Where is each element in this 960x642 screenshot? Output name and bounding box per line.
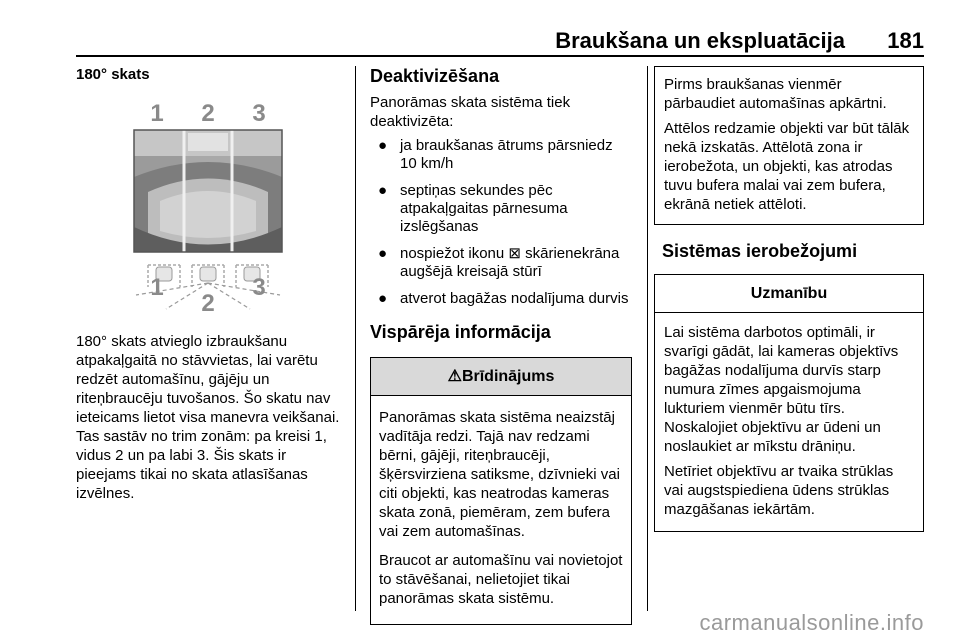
rear-camera-180-figure (76, 97, 341, 312)
column-1 (76, 66, 341, 503)
page-header (0, 28, 960, 58)
column-divider-2 (647, 66, 648, 611)
heading-system-limitations: Sistēmas ierobežojumi (662, 241, 858, 261)
header-rule (76, 55, 924, 57)
deactivation-intro: Panorāmas skata sistēma tiek deaktivizēta: (370, 94, 571, 130)
warning-body (371, 396, 631, 624)
heading-general-info: Vispārēja informācija (370, 322, 551, 342)
notice-title: Uzmanību (655, 275, 923, 313)
heading-deactivation: Deaktivizēšana (370, 66, 500, 86)
notice-paragraph-2: Netīriet objektīvu ar tvaika strūklas vai augstspiediena ūdens strūklas mazgāšanas iekārtām. (664, 463, 894, 518)
bullet-icon: ● (378, 182, 388, 199)
top-label-2: 2 (201, 100, 215, 127)
warning-paragraph-2: Braucot ar automašīnu vai novietojot to stāvēšanai, nelietojiet tikai panorāmas skata sistēmu. (379, 552, 623, 607)
warning-header (371, 358, 631, 396)
180-view-description: 180° skats atvieglo izbraukšanu atpakaļgaitā no stāvvietas, lai varētu redzēt automašīnu, gājēju un riteņbraucēju tuvošanos. Šo skatu nav ieteicams lietot visa manevra veikšanai. Tas sastāv no trim zonām: pa kreisi 1, vidus 2 un pa labi 3. Šis skats ir pieejams tikai no skata atlasīšanas izvēlnes. (76, 333, 340, 502)
camera-view-illustration (76, 97, 341, 312)
list-item: ● septiņas sekundes pēc atpakaļgaitas pārnesuma izslēgšanas (378, 182, 568, 235)
camera-screen (134, 130, 282, 252)
column-2 (370, 66, 632, 625)
top-label-1: 1 (150, 100, 164, 127)
warning-paragraph-1: Panorāmas skata sistēma neaizstāj vadītāja redzi. Tajā nav redzami bērni, gājēji, riteņbraucēji, šķērsvirziena satiksme, dzīvnieki vai citi objekti, kas neatrodas kameras skata zonā, piemēram, zem bufera vai zem automašīnas. (379, 409, 620, 540)
page-number: 181 (887, 28, 924, 53)
list-item: ● atverot bagāžas nodalījuma durvis (378, 290, 629, 307)
continuation-paragraph-1: Pirms braukšanas vienmēr pārbaudiet automašīnas apkārtni. (664, 76, 887, 112)
car-icons (156, 267, 260, 281)
warning-continuation-box (654, 66, 924, 225)
bullet-icon: ● (378, 137, 388, 154)
list-item: ● nospiežot ikonu ⊠ skārienekrāna augšējā kreisajā stūrī (378, 245, 620, 280)
deactivation-list (370, 137, 632, 308)
notice-body (655, 313, 923, 531)
top-label-3: 3 (252, 100, 266, 127)
notice-box (654, 274, 924, 532)
list-item: ● ja braukšanas ātrums pārsniedz 10 km/h (378, 137, 613, 172)
watermark: carmanualsonline.info (699, 610, 924, 635)
bottom-label-2: 2 (201, 290, 215, 312)
section-title: Braukšana un ekspluatācija (555, 28, 845, 53)
bullet-icon: ● (378, 290, 388, 307)
warning-icon: ⚠ (447, 368, 462, 385)
continuation-paragraph-2: Attēlos redzamie objekti var būt tālāk nekā izskatās. Attēlotā zona ir ierobežota, un objekti, kas atrodas tuvu bufera malai vai zem bufera, ekrānā netiek attēloti. (664, 120, 910, 213)
bullet-icon: ● (378, 245, 388, 262)
warning-box (370, 357, 632, 625)
column-divider-1 (355, 66, 356, 611)
subheading-180-view: 180° skats (76, 66, 150, 83)
notice-paragraph-1: Lai sistēma darbotos optimāli, ir svarīgi gādāt, lai kameras objektīvs bagāžas nodalījuma durvīs starp numura zīmes apgaismojuma lukturiem vienmēr būtu tīrs. Noskalojiet objektīvu ar ūdeni un noslaukiet ar mīkstu drāniņu. (664, 324, 899, 455)
bottom-label-3: 3 (252, 274, 266, 301)
warning-title: Brīdinājums (461, 368, 555, 385)
column-3 (662, 66, 924, 532)
bottom-label-1: 1 (150, 274, 164, 301)
